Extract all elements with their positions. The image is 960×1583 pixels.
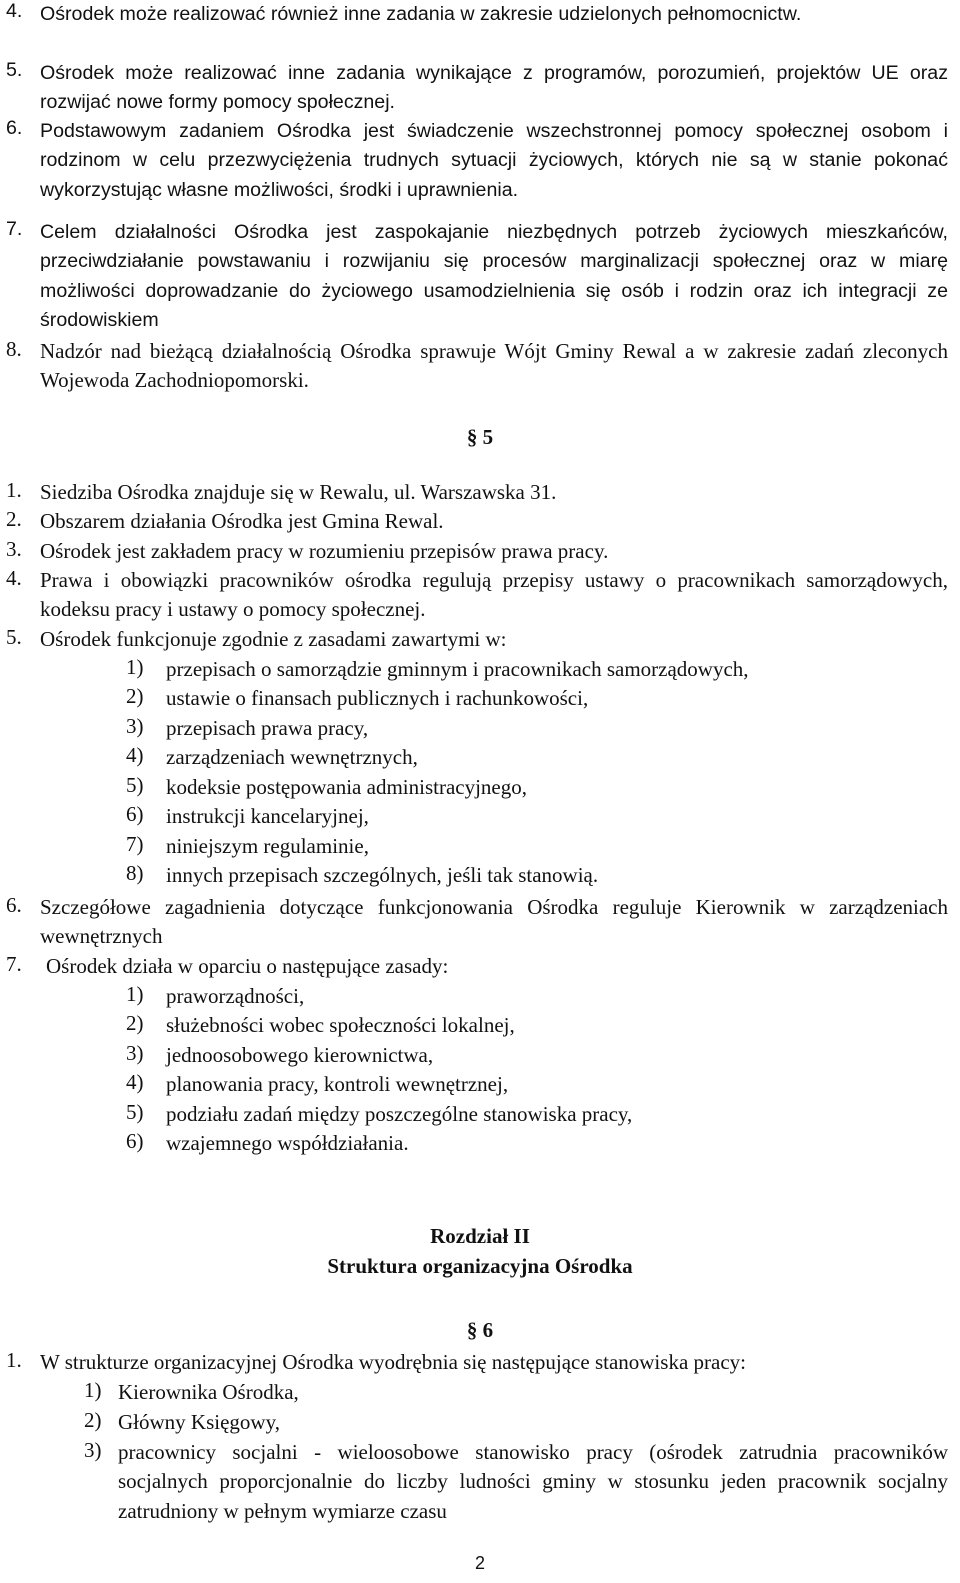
sub-list-text: przepisach prawa pracy, [166, 716, 369, 740]
sub-list-text: instrukcji kancelaryjnej, [166, 804, 369, 828]
sub-list-text: planowania pracy, kontroli wewnętrznej, [166, 1072, 509, 1096]
list-item-text: Prawa i obowiązki pracowników ośrodka regulują przepisy ustawy o pracownikach samorządowych, kodeksu pracy i ustawy o pomocy społecznej. [40, 568, 948, 622]
sub-list-number: 1) [84, 1378, 102, 1402]
sub-list-text: przepisach o samorządzie gminnym i pracownikach samorządowych, [166, 657, 749, 681]
list-item-number: 4. [6, 0, 23, 22]
chapter-subtitle: Struktura organizacyjna Ośrodka [327, 1254, 633, 1278]
sub-list-number: 6) [126, 802, 144, 826]
list-item-text: Celem działalności Ośrodka jest zaspokajanie niezbędnych potrzeb życiowych mieszkańców, przeciwdziałanie powstawaniu i rozwijaniu się procesów marginalizacji społecznej oraz w miarę możliwości doprowadzanie do życiowego usamodzielnienia się osób i rodzin oraz ich integracji ze środowiskiem [40, 221, 948, 331]
list-item-text: Ośrodek jest zakładem pracy w rozumieniu przepisów prawa pracy. [40, 539, 609, 563]
list-item-text: Ośrodek działa w oparciu o następujące zasady: [46, 954, 449, 978]
sub-list-text: ustawie o finansach publicznych i rachunkowości, [166, 686, 589, 710]
chapter-title: Rozdział II [430, 1224, 530, 1248]
sub-list-text: służebności wobec społeczności lokalnej, [166, 1013, 515, 1037]
list-item-number: 6. [6, 893, 22, 917]
sub-list-text: zarządzeniach wewnętrznych, [166, 745, 418, 769]
sub-list-number: 4) [126, 1070, 144, 1094]
list-item-text: Nadzór nad bieżącą działalnością Ośrodka sprawuje Wójt Gminy Rewal a w zakresie zadań zleconych Wojewoda Zachodniopomorski. [40, 339, 948, 393]
sub-list-text: innych przepisach szczególnych, jeśli tak stanowią. [166, 863, 599, 887]
list-item-text: Podstawowym zadaniem Ośrodka jest świadczenie wszechstronnej pomocy społecznej osobom i rodzinom w celu przezwyciężenia trudnych sytuacji życiowych, których nie są w stanie pokonać wykorzystując własne możliwości, środki i uprawnienia. [40, 120, 948, 201]
sub-list-text: kodeksie postępowania administracyjnego, [166, 775, 527, 799]
sub-list-text: jednoosobowego kierownictwa, [166, 1043, 434, 1067]
list-item-number: 7. [6, 952, 22, 976]
sub-list-number: 3) [84, 1438, 102, 1462]
list-item-text: Ośrodek funkcjonuje zgodnie z zasadami zawartymi w: [40, 627, 507, 651]
sub-list-number: 6) [126, 1129, 144, 1153]
sub-list-number: 1) [126, 655, 144, 679]
list-item-number: 7. [6, 218, 23, 240]
sub-list-number: 2) [126, 684, 144, 708]
sub-list-number: 2) [84, 1408, 102, 1432]
sub-list-number: 5) [126, 773, 144, 797]
page-number: 2 [474, 1553, 485, 1573]
list-item-number: 1. [6, 1348, 22, 1372]
list-item-number: 5. [6, 59, 23, 81]
sub-list-number: 1) [126, 982, 144, 1006]
list-item-text: Ośrodek może realizować również inne zadania w zakresie udzielonych pełnomocnictw. [40, 3, 802, 25]
list-item-text: Ośrodek może realizować inne zadania wynikające z programów, porozumień, projektów UE oraz rozwijać nowe formy pomocy społecznej. [40, 62, 948, 114]
sub-list-number: 7) [126, 832, 144, 856]
list-item-number: 8. [6, 337, 22, 361]
sub-list-number: 3) [126, 714, 144, 738]
sub-list-number: 8) [126, 861, 144, 885]
list-item-text: Szczegółowe zagadnienia dotyczące funkcjonowania Ośrodka reguluje Kierownik w zarządzeniach wewnętrznych [40, 895, 948, 949]
sub-list-text: podziału zadań między poszczególne stanowiska pracy, [166, 1102, 633, 1126]
sub-list-text: niniejszym regulaminie, [166, 834, 369, 858]
sub-list-text: wzajemnego współdziałania. [166, 1131, 409, 1155]
sub-list-text: Kierownika Ośrodka, [118, 1380, 299, 1404]
sub-list-number: 4) [126, 743, 144, 767]
list-item-number: 3. [6, 537, 22, 561]
sub-list-number: 2) [126, 1011, 144, 1035]
list-item-number: 5. [6, 625, 22, 649]
sub-list-text: praworządności, [166, 984, 305, 1008]
sub-list-text: Główny Księgowy, [118, 1410, 280, 1434]
section-heading: § 5 [466, 425, 494, 449]
list-item-number: 6. [6, 117, 23, 139]
list-item-number: 1. [6, 478, 22, 502]
list-item-text: Obszarem działania Ośrodka jest Gmina Rewal. [40, 509, 444, 533]
sub-list-number: 5) [126, 1100, 144, 1124]
list-item-number: 4. [6, 566, 22, 590]
section-heading: § 6 [466, 1318, 494, 1342]
sub-list-text: pracownicy socjalni - wieloosobowe stanowisko pracy (ośrodek zatrudnia pracowników socjalnych proporcjonalnie do liczby ludności gminy w stosunku jeden pracownik socjalny zatrudniony w pełnym wymiarze czasu [118, 1440, 948, 1523]
list-item-text: W strukturze organizacyjnej Ośrodka wyodrębnia się następujące stanowiska pracy: [40, 1350, 746, 1374]
sub-list-number: 3) [126, 1041, 144, 1065]
list-item-number: 2. [6, 507, 22, 531]
list-item-text: Siedziba Ośrodka znajduje się w Rewalu, ul. Warszawska 31. [40, 480, 557, 504]
